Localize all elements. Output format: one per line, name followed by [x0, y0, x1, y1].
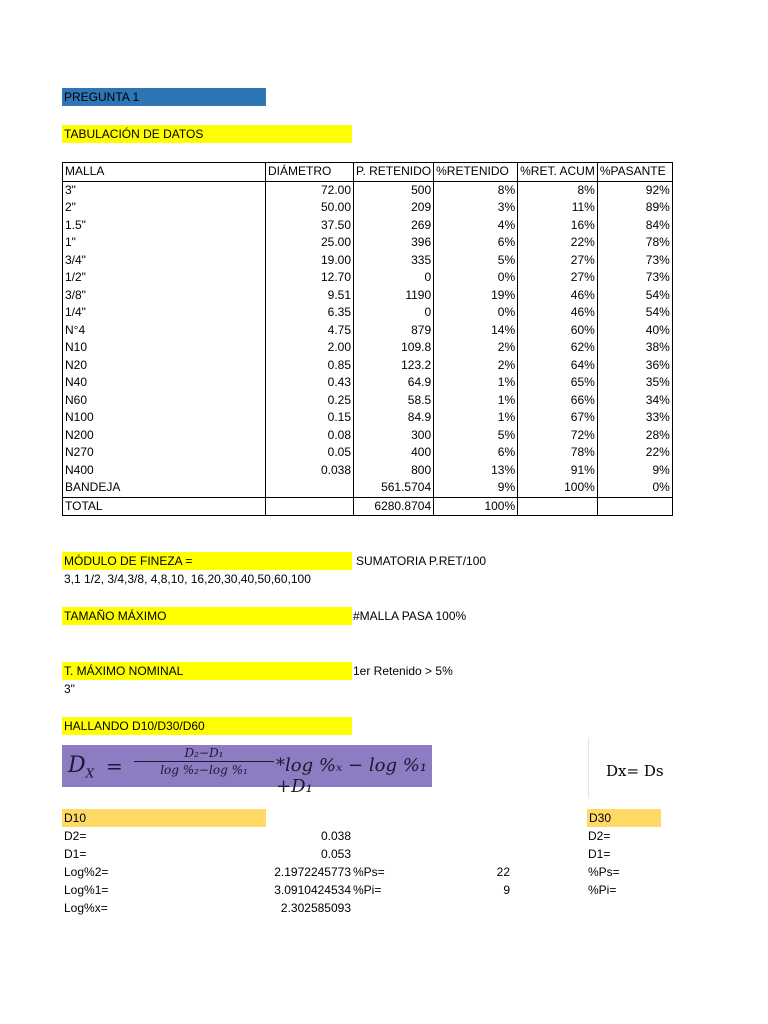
- cell-pct-retenido[interactable]: 14%: [434, 322, 518, 340]
- tmax-nominal-cell[interactable]: [62, 662, 352, 680]
- table-row: [63, 374, 673, 392]
- table-row: [63, 304, 673, 322]
- cell-diametro[interactable]: 2.00: [266, 339, 354, 357]
- pregunta-cell[interactable]: [62, 88, 266, 106]
- cell-pct-retenido[interactable]: 0%: [434, 269, 518, 287]
- cell-pct-ret-acum[interactable]: 27%: [518, 252, 598, 270]
- d30-row-label[interactable]: %Ps=: [588, 865, 620, 879]
- table-row: [63, 357, 673, 375]
- cell-pct-pasante[interactable]: 34%: [597, 392, 672, 410]
- cell-diametro[interactable]: 0.85: [266, 357, 354, 375]
- d30-row-label[interactable]: %Pi=: [588, 883, 617, 897]
- cell-diametro[interactable]: 0.25: [266, 392, 354, 410]
- cell-malla[interactable]: N400: [63, 462, 266, 480]
- cell-pct-pasante[interactable]: 9%: [597, 462, 672, 480]
- cell-malla[interactable]: N10: [63, 339, 266, 357]
- table-row: [63, 199, 673, 217]
- cell-pct-retenido[interactable]: 1%: [434, 409, 518, 427]
- cell-p-retenido[interactable]: 64.9: [354, 374, 434, 392]
- tabulacion-label: TABULACIÓN DE DATOS: [64, 127, 204, 141]
- cell-diametro[interactable]: 6.35: [266, 304, 354, 322]
- cell-pct-pasante[interactable]: 84%: [597, 217, 672, 235]
- hallando-label: HALLANDO D10/D30/D60: [64, 719, 205, 733]
- cell-pct-ret-acum[interactable]: 78%: [518, 444, 598, 462]
- total-cell-malla[interactable]: TOTAL: [63, 497, 266, 516]
- d10-row-value[interactable]: 2.1972245773: [274, 865, 351, 879]
- header-malla[interactable]: MALLA: [63, 163, 266, 182]
- cell-malla[interactable]: 1.5": [63, 217, 266, 235]
- hallando-cell[interactable]: [62, 717, 352, 735]
- table-row: [63, 339, 673, 357]
- table-row: [63, 427, 673, 445]
- cell-pct-retenido[interactable]: 6%: [434, 444, 518, 462]
- cell-pct-pasante[interactable]: 73%: [597, 269, 672, 287]
- cell-diametro[interactable]: [266, 479, 354, 497]
- cell-p-retenido[interactable]: 209: [354, 199, 434, 217]
- cell-pct-pasante[interactable]: 28%: [597, 427, 672, 445]
- cell-malla[interactable]: N40: [63, 374, 266, 392]
- cell-p-retenido[interactable]: 396: [354, 234, 434, 252]
- d30-row-label[interactable]: D1=: [588, 847, 611, 861]
- cell-malla[interactable]: N20: [63, 357, 266, 375]
- formula-fraction: [134, 746, 274, 777]
- cell-diametro[interactable]: 37.50: [266, 217, 354, 235]
- cell-pct-pasante[interactable]: 92%: [597, 181, 672, 199]
- d10-row-value[interactable]: 0.053: [320, 847, 351, 861]
- cell-pct-pasante[interactable]: 89%: [597, 199, 672, 217]
- d10-row-extra-value[interactable]: 22: [496, 865, 510, 879]
- cell-p-retenido[interactable]: 300: [354, 427, 434, 445]
- cell-p-retenido[interactable]: 0: [354, 269, 434, 287]
- cell-p-retenido[interactable]: 335: [354, 252, 434, 270]
- cell-pct-retenido[interactable]: 2%: [434, 357, 518, 375]
- d10-row-extra-label[interactable]: %Pi=: [353, 883, 382, 897]
- cell-pct-pasante[interactable]: 0%: [597, 479, 672, 497]
- cell-pct-retenido[interactable]: 19%: [434, 287, 518, 305]
- cell-pct-retenido[interactable]: 5%: [434, 427, 518, 445]
- cell-malla[interactable]: 1/2": [63, 269, 266, 287]
- cell-diametro[interactable]: 9.51: [266, 287, 354, 305]
- d10-row-value[interactable]: 3.0910424534: [274, 883, 351, 897]
- cell-diametro[interactable]: 0.08: [266, 427, 354, 445]
- d10-row-label[interactable]: Log%1=: [64, 883, 109, 897]
- table-row: [63, 234, 673, 252]
- cell-diametro[interactable]: 0.43: [266, 374, 354, 392]
- header-pct-pasante[interactable]: %PASANTE: [597, 163, 672, 182]
- cell-p-retenido[interactable]: 84.9: [354, 409, 434, 427]
- cell-p-retenido[interactable]: 561.5704: [354, 479, 434, 497]
- cell-pct-ret-acum[interactable]: 11%: [518, 199, 598, 217]
- cell-pct-ret-acum[interactable]: 64%: [518, 357, 598, 375]
- cell-pct-pasante[interactable]: 54%: [597, 304, 672, 322]
- formula-tail: *log %ₓ − log %₁ +D₁: [276, 755, 428, 797]
- cell-pct-ret-acum[interactable]: 62%: [518, 339, 598, 357]
- d10-title: D10: [64, 811, 87, 825]
- cell-pct-ret-acum[interactable]: 16%: [518, 217, 598, 235]
- cell-diametro[interactable]: 19.00: [266, 252, 354, 270]
- table-row: [63, 252, 673, 270]
- cell-malla[interactable]: N100: [63, 409, 266, 427]
- cell-p-retenido[interactable]: 123.2: [354, 357, 434, 375]
- cell-pct-ret-acum[interactable]: 100%: [518, 479, 598, 497]
- cell-diametro[interactable]: 0.05: [266, 444, 354, 462]
- cell-p-retenido[interactable]: 800: [354, 462, 434, 480]
- header-pct-ret-acum[interactable]: %RET. ACUM: [518, 163, 598, 182]
- d10-row-value[interactable]: 0.038: [320, 829, 351, 843]
- pregunta-label: PREGUNTA 1: [64, 90, 140, 104]
- cell-pct-retenido[interactable]: 3%: [434, 199, 518, 217]
- d10-row-label[interactable]: Log%2=: [64, 865, 109, 879]
- modulo-label: MÓDULO DE FINEZA =: [64, 554, 193, 568]
- cell-pct-retenido[interactable]: 1%: [434, 374, 518, 392]
- table-row: [63, 444, 673, 462]
- header-pct-retenido[interactable]: %RETENIDO: [434, 163, 518, 182]
- cell-pct-pasante[interactable]: 35%: [597, 374, 672, 392]
- cell-pct-retenido[interactable]: 1%: [434, 392, 518, 410]
- formula-side-label: Dx= Ds: [606, 762, 664, 780]
- d10-row-label[interactable]: D2=: [64, 829, 87, 843]
- cell-malla[interactable]: BANDEJA: [63, 479, 266, 497]
- cell-pct-ret-acum[interactable]: 60%: [518, 322, 598, 340]
- cell-diametro[interactable]: 4.75: [266, 322, 354, 340]
- cell-pct-retenido[interactable]: 0%: [434, 304, 518, 322]
- dx-formula-image: [62, 745, 432, 797]
- cell-malla[interactable]: N200: [63, 427, 266, 445]
- cell-pct-ret-acum[interactable]: 8%: [518, 181, 598, 199]
- cell-diametro[interactable]: 25.00: [266, 234, 354, 252]
- cell-diametro[interactable]: 0.038: [266, 462, 354, 480]
- total-cell-diametro[interactable]: [266, 497, 354, 516]
- cell-p-retenido[interactable]: 500: [354, 181, 434, 199]
- formula-denominator: log %₂−log %₁: [160, 763, 248, 777]
- tamano-maximo-note[interactable]: #MALLA PASA 100%: [353, 609, 467, 623]
- cell-malla[interactable]: 3": [63, 181, 266, 199]
- table-row: [63, 392, 673, 410]
- d10-row-label[interactable]: Log%x=: [64, 901, 108, 915]
- cell-pct-pasante[interactable]: 54%: [597, 287, 672, 305]
- cell-diametro[interactable]: 50.00: [266, 199, 354, 217]
- cell-pct-pasante[interactable]: 40%: [597, 322, 672, 340]
- cell-diametro[interactable]: 72.00: [266, 181, 354, 199]
- cell-pct-ret-acum[interactable]: 46%: [518, 287, 598, 305]
- sieve-table: [62, 162, 673, 516]
- table-row: [63, 409, 673, 427]
- cell-pct-pasante[interactable]: 22%: [597, 444, 672, 462]
- cell-p-retenido[interactable]: 400: [354, 444, 434, 462]
- table-row: [63, 479, 673, 497]
- cell-p-retenido[interactable]: 1190: [354, 287, 434, 305]
- modulo-cell[interactable]: [62, 552, 352, 570]
- formula-dx: $D_X$: [68, 753, 95, 781]
- d30-row-label[interactable]: D2=: [588, 829, 611, 843]
- table-row: [63, 269, 673, 287]
- cell-malla[interactable]: 3/8": [63, 287, 266, 305]
- header-p-retenido[interactable]: P. RETENIDO: [354, 163, 434, 182]
- table-total-row: [63, 497, 673, 516]
- cell-pct-retenido[interactable]: 2%: [434, 339, 518, 357]
- cell-pct-ret-acum[interactable]: 72%: [518, 427, 598, 445]
- tamano-maximo-cell[interactable]: [62, 607, 352, 625]
- cell-pct-pasante[interactable]: 36%: [597, 357, 672, 375]
- side-divider: [588, 738, 589, 798]
- total-cell-pct-pasante[interactable]: [597, 497, 672, 516]
- cell-pct-ret-acum[interactable]: 46%: [518, 304, 598, 322]
- tmax-nominal-note[interactable]: 1er Retenido > 5%: [353, 664, 453, 678]
- cell-pct-retenido[interactable]: 5%: [434, 252, 518, 270]
- tmax-nominal-label: T. MÁXIMO NOMINAL: [64, 664, 184, 678]
- formula-numerator: D₂−D₁: [134, 746, 274, 762]
- cell-pct-retenido[interactable]: 4%: [434, 217, 518, 235]
- cell-malla[interactable]: 1/4": [63, 304, 266, 322]
- table-row: [63, 322, 673, 340]
- d10-row-label[interactable]: D1=: [64, 847, 87, 861]
- formula-equals: =: [106, 754, 123, 778]
- table-header-row: [63, 163, 673, 182]
- cell-pct-pasante[interactable]: 78%: [597, 234, 672, 252]
- cell-p-retenido[interactable]: 0: [354, 304, 434, 322]
- d10-title-cell[interactable]: [62, 809, 266, 827]
- cell-diametro[interactable]: 12.70: [266, 269, 354, 287]
- tamano-maximo-label: TAMAÑO MÁXIMO: [64, 609, 167, 623]
- cell-malla[interactable]: 1": [63, 234, 266, 252]
- total-cell-pct-retenido[interactable]: 100%: [434, 497, 518, 516]
- cell-pct-pasante[interactable]: 38%: [597, 339, 672, 357]
- cell-pct-retenido[interactable]: 6%: [434, 234, 518, 252]
- modulo-formula[interactable]: SUMATORIA P.RET/100: [356, 554, 487, 568]
- cell-p-retenido[interactable]: 109.8: [354, 339, 434, 357]
- cell-pct-ret-acum[interactable]: 66%: [518, 392, 598, 410]
- d30-title-cell[interactable]: [587, 809, 661, 827]
- cell-malla[interactable]: 3/4": [63, 252, 266, 270]
- cell-pct-ret-acum[interactable]: 22%: [518, 234, 598, 252]
- cell-diametro[interactable]: 0.15: [266, 409, 354, 427]
- cell-p-retenido[interactable]: 58.5: [354, 392, 434, 410]
- modulo-mallas[interactable]: 3,1 1/2, 3/4,3/8, 4,8,10, 16,20,30,40,50,60,100: [64, 572, 311, 586]
- cell-pct-ret-acum[interactable]: 65%: [518, 374, 598, 392]
- cell-pct-ret-acum[interactable]: 67%: [518, 409, 598, 427]
- table-row: [63, 462, 673, 480]
- table-row: [63, 217, 673, 235]
- d10-row-extra-label[interactable]: %Ps=: [353, 865, 385, 879]
- tmax-nominal-value[interactable]: 3": [64, 682, 75, 696]
- cell-p-retenido[interactable]: 269: [354, 217, 434, 235]
- d30-title: D30: [589, 811, 612, 825]
- cell-malla[interactable]: 2": [63, 199, 266, 217]
- cell-pct-retenido[interactable]: 8%: [434, 181, 518, 199]
- cell-pct-retenido[interactable]: 13%: [434, 462, 518, 480]
- cell-pct-pasante[interactable]: 33%: [597, 409, 672, 427]
- cell-p-retenido[interactable]: 879: [354, 322, 434, 340]
- cell-malla[interactable]: N270: [63, 444, 266, 462]
- cell-pct-retenido[interactable]: 9%: [434, 479, 518, 497]
- cell-pct-ret-acum[interactable]: 91%: [518, 462, 598, 480]
- table-row: [63, 181, 673, 199]
- d10-row-value[interactable]: 2.302585093: [280, 901, 351, 915]
- table-row: [63, 287, 673, 305]
- cell-malla[interactable]: N°4: [63, 322, 266, 340]
- header-diametro[interactable]: DIÁMETRO: [266, 163, 354, 182]
- tabulacion-cell[interactable]: [62, 125, 352, 143]
- cell-pct-pasante[interactable]: 73%: [597, 252, 672, 270]
- d10-row-extra-value[interactable]: 9: [503, 883, 510, 897]
- total-cell-pct-ret-acum[interactable]: [518, 497, 598, 516]
- total-cell-p-retenido[interactable]: 6280.8704: [354, 497, 434, 516]
- cell-pct-ret-acum[interactable]: 27%: [518, 269, 598, 287]
- cell-malla[interactable]: N60: [63, 392, 266, 410]
